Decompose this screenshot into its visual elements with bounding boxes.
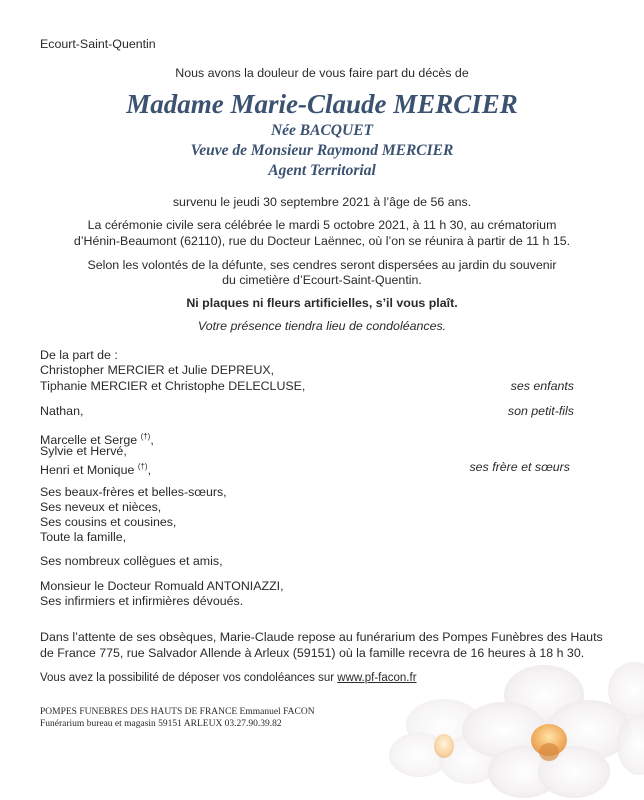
colleagues-line: Ses nombreux collègues et amis,: [40, 554, 223, 568]
children-label: ses enfants: [510, 379, 574, 393]
no-flowers-notice: Ni plaques ni fleurs artificielles, s’il vous plaît.: [186, 296, 458, 310]
profession: Agent Territorial: [268, 162, 376, 179]
sibling-3-end: ,: [147, 463, 152, 478]
deceased-name: Madame Marie-Claude MERCIER: [126, 89, 518, 119]
town-header: Ecourt-Saint-Quentin: [40, 37, 156, 51]
nurses-line: Ses infirmiers et infirmières dévoués.: [40, 594, 244, 608]
doctor-line: Monsieur le Docteur Romuald ANTONIAZZI,: [40, 579, 284, 593]
intro-line: Nous avons la douleur de vous faire part du décès de: [175, 66, 469, 80]
online-condolences: [40, 671, 417, 686]
sibling-line-3: [40, 459, 151, 478]
cousins-line: Ses cousins et cousines,: [40, 515, 177, 529]
inlaws-line: Ses beaux-frères et belles-sœurs,: [40, 485, 227, 499]
siblings-label: ses frère et sœurs: [469, 460, 570, 474]
funeral-home-line-1: Dans l’attente de ses obsèques, Marie-Claude repose au funérarium des Pompes Funèbres des Hauts: [40, 630, 603, 644]
children-line-1: Christopher MERCIER et Julie DEPREUX,: [40, 363, 275, 377]
children-line-2: Tiphanie MERCIER et Christophe DELECLUSE,: [40, 379, 306, 393]
deceased-mark: (†): [140, 432, 151, 441]
company-name: POMPES FUNEBRES DES HAUTS DE FRANCE Emmanuel FACON: [40, 707, 315, 717]
funeral-home-line-2: de France 775, rue Salvador Allende à Arleux (59151) où la famille recevra de 16 heures à 18 h 30.: [40, 646, 585, 660]
online-text: Vous avez la possibilité de déposer vos condoléances sur: [40, 672, 335, 684]
company-address: Funérarium bureau et magasin 59151 ARLEUX 03.27.90.39.82: [40, 719, 282, 729]
sibling-3-name: Henri et Monique: [40, 463, 135, 478]
deceased-mark: (†): [137, 462, 148, 471]
grandchild-label: son petit-fils: [507, 404, 574, 418]
website-link[interactable]: www.pf-facon.fr: [337, 672, 417, 684]
widow-of: Veuve de Monsieur Raymond MERCIER: [190, 142, 454, 159]
maiden-name: Née BACQUET: [270, 122, 374, 139]
grandchild-line: Nathan,: [40, 404, 84, 418]
sibling-1-name: Marcelle et Serge: [40, 433, 138, 448]
nephews-line: Ses neveux et nièces,: [40, 500, 162, 514]
sibling-1-end: ,: [150, 433, 154, 448]
condolences-notice: Votre présence tiendra lieu de condoléances.: [197, 319, 447, 333]
de-la-part: De la part de :: [40, 348, 118, 362]
orchid-flowers-icon: [384, 650, 644, 800]
sibling-line-2: Sylvie et Hervé,: [40, 444, 127, 458]
wishes-line-1: Selon les volontés de la défunte, ses cendres seront dispersées au jardin du souvenir: [87, 258, 557, 272]
ceremony-line-1: La cérémonie civile sera célébrée le mardi 5 octobre 2021, à 11 h 30, au crématorium: [87, 218, 557, 232]
ceremony-line-2: d’Hénin-Beaumont (62110), rue du Docteur Laënnec, où l’on se réunira à partir de 11 h 15.: [73, 234, 571, 248]
date-of-death: survenu le jeudi 30 septembre 2021 à l’âge de 56 ans.: [172, 195, 472, 209]
wishes-line-2: du cimetière d’Ecourt-Saint-Quentin.: [222, 273, 422, 287]
whole-family-line: Toute la famille,: [40, 530, 127, 544]
